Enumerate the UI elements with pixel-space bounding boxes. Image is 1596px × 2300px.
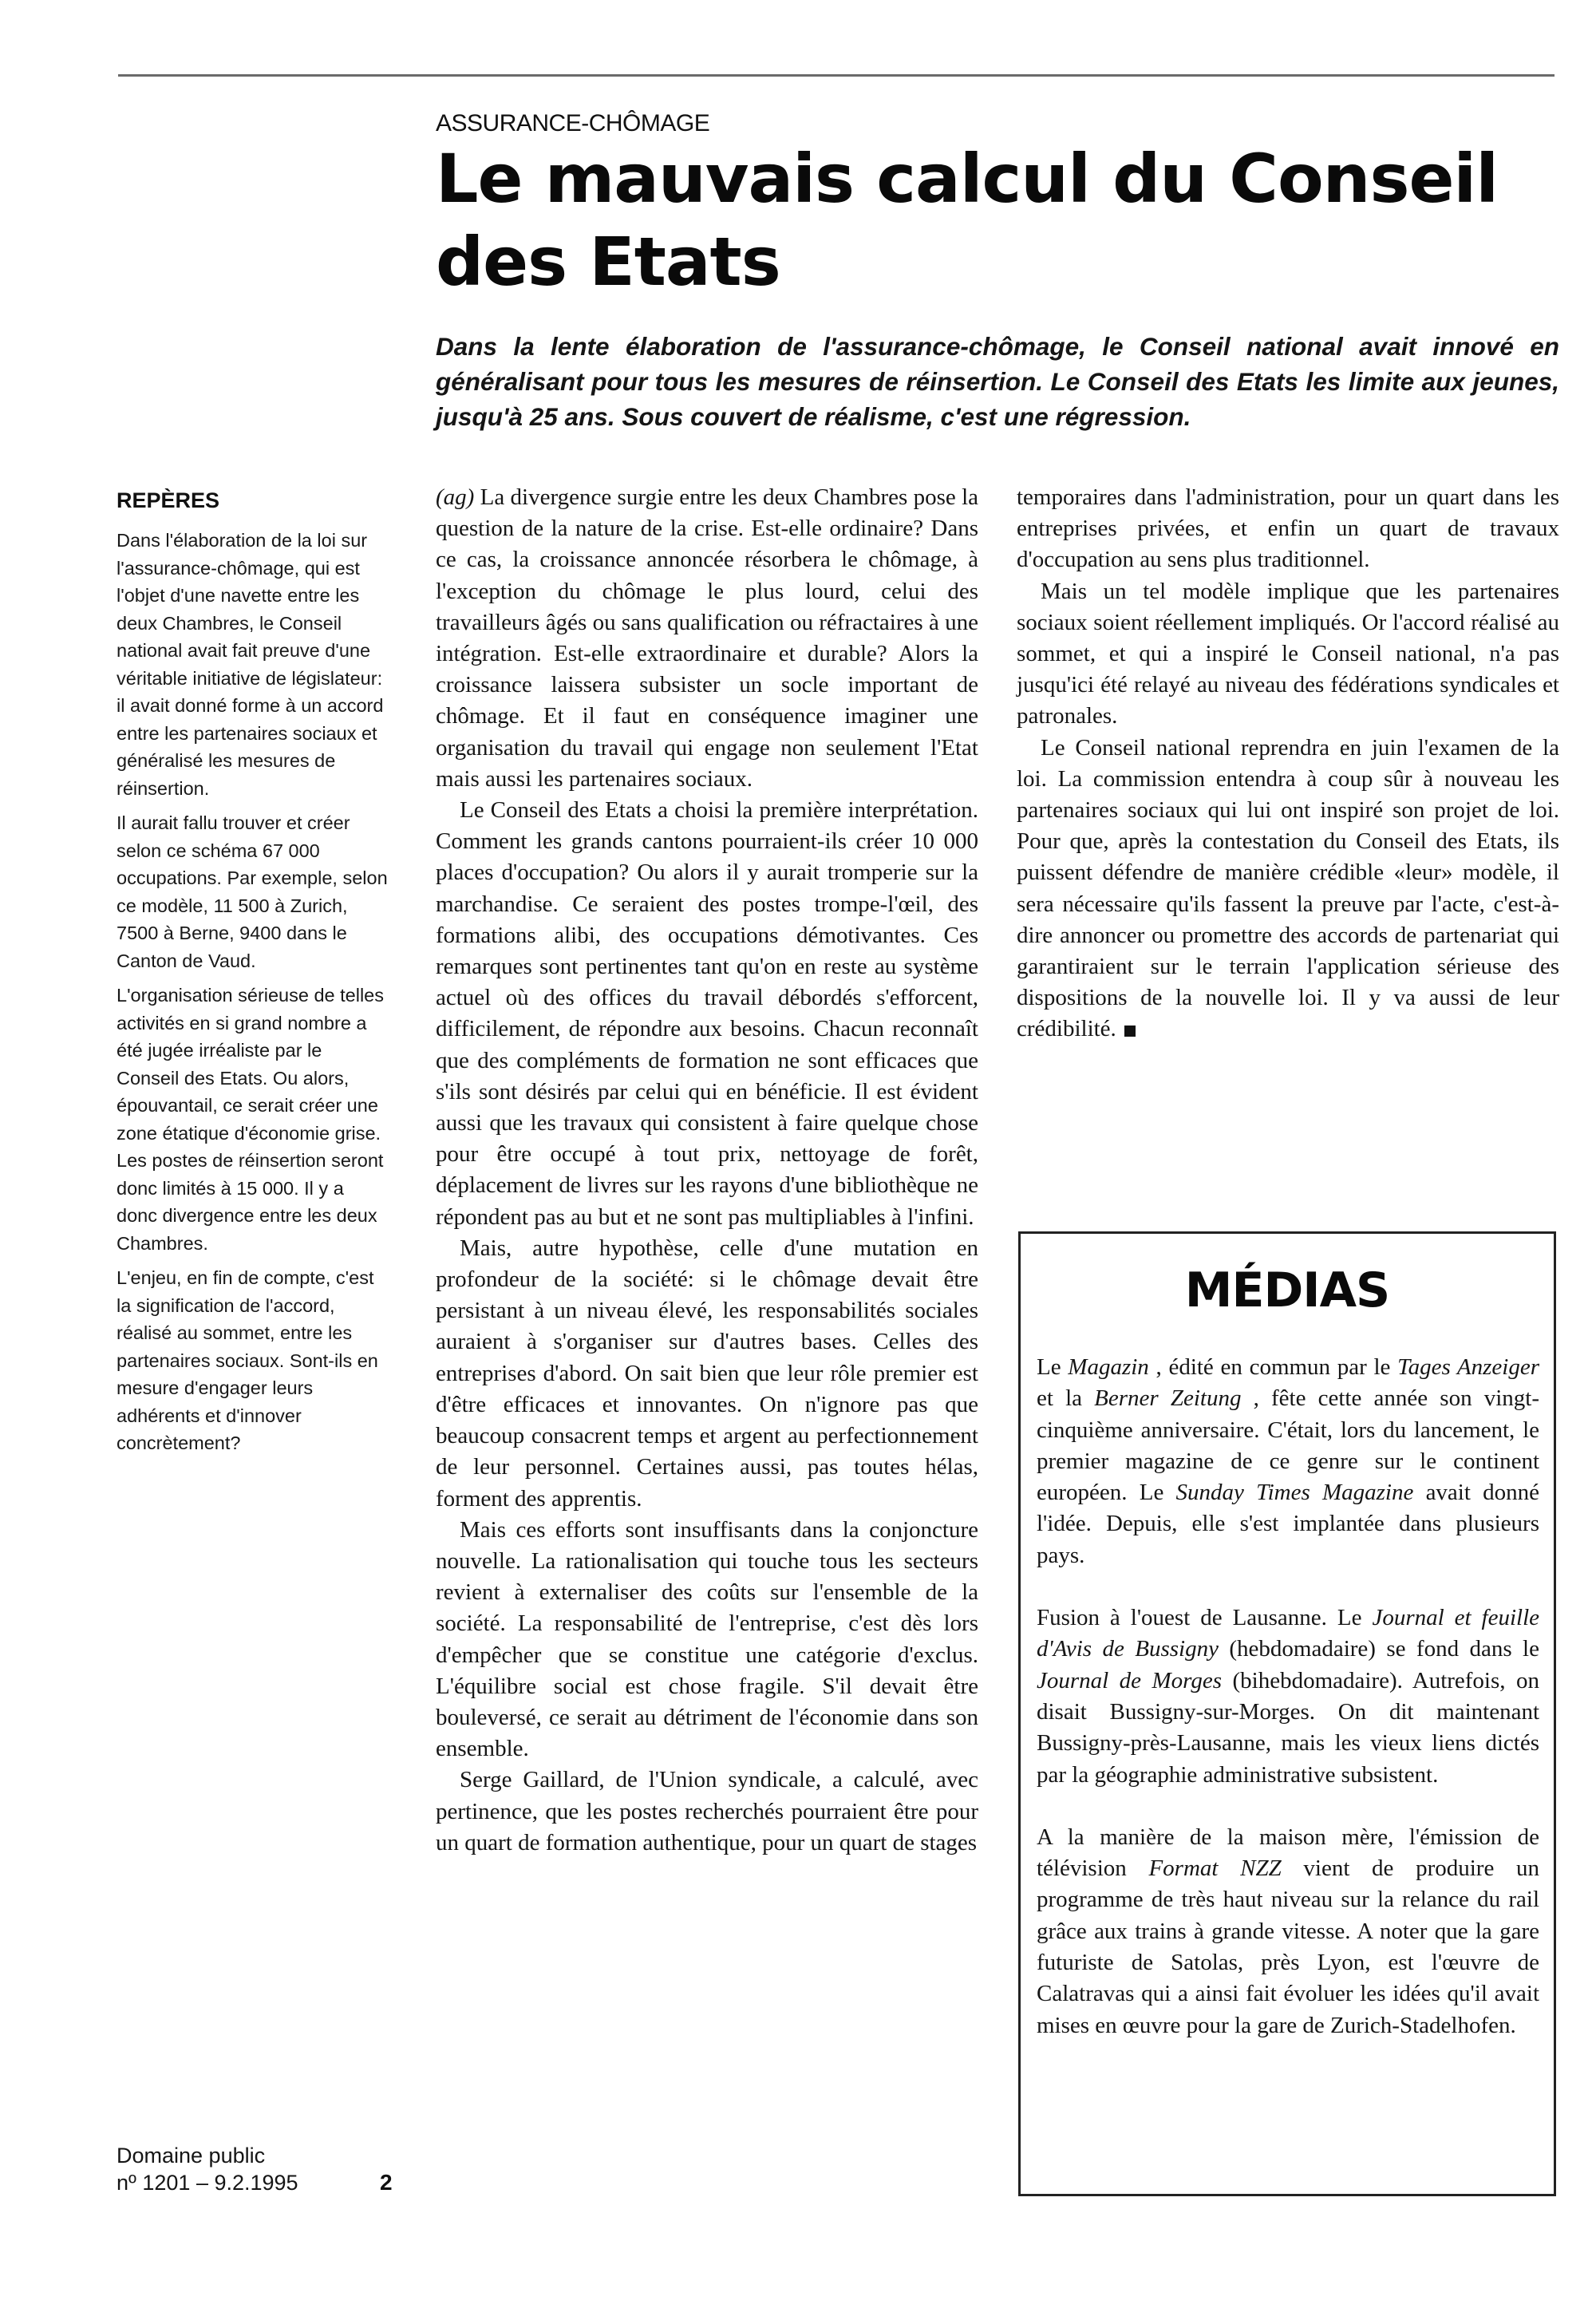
text: (bihebdomadaire). Autrefois, on disait Bussigny-sur-Morges. On dit maintenant Bussigny-près-Lausanne, mais les vieux liens dictés par la géographie administrative subsistent. xyxy=(1037,1667,1539,1788)
article-paragraph: Mais ces efforts sont insuffisants dans la conjoncture nouvelle. La rationalisation qui touche tous les secteurs revient à externaliser des coûts sur l'ensemble de la société. La responsabilité de l'entreprise, c'est dès lors d'empêcher que se constitue une catégorie d'exclus. L'équilibre social est chose fragile. S'il devait être bouleversé, ce serait au détriment de l'économie dans son ensemble. xyxy=(436,1516,978,1762)
article-paragraph xyxy=(436,482,978,795)
publication-name: Sunday Times Magazine xyxy=(1175,1480,1414,1506)
article-lede: Dans la lente élaboration de l'assurance-chômage, le Conseil national avait innové en généralisant pour tous les mesures de réinsertion. Le Conseil des Etats les limite aux jeunes, jusqu'à 25 ans. Sous couvert de réalisme, c'est une régression. xyxy=(436,332,1559,431)
article-text: Le Conseil national reprendra en juin l'examen de la loi. La commission entendra à coup sûr à nouveau les partenaires sociaux qui lui ont inspiré son projet de loi. Pour que, après la contestation du Conseil des Etats, ils puissent défendre de manière crédible «leur» modèle, il sera nécessaire qu'ils fassent la preuve par l'acte, c'est-à-dire annoncer ou promettre des accords de partenariat qui garantiraient sur le terrain l'application sérieuse des dispositions de la nouvelle loi. Il y va aussi de leur crédibilité. xyxy=(1017,734,1559,1042)
medias-title: MÉDIAS xyxy=(1184,1263,1390,1318)
end-of-article-mark xyxy=(1124,1026,1136,1037)
program-name: Format NZZ xyxy=(1148,1855,1282,1882)
author-initials: (ag) xyxy=(436,484,475,510)
medias-item xyxy=(1037,1822,1539,2041)
sidebar-title: REPÈRES xyxy=(117,488,220,512)
article-column-2 xyxy=(1017,482,1559,1045)
text: vient de produire un programme de très haut niveau sur la relance du rail grâce aux trains à grande vitesse. A noter que la gare futuriste de Satolas, près Lyon, est l'œuvre de Calatravas qui a ainsi fait évoluer les idées qu'il avait mises en œuvre pour la gare de Zurich-Stadelhofen. xyxy=(1037,1855,1539,2038)
sidebar-paragraph: Dans l'élaboration de la loi sur l'assurance-chômage, qui est l'objet d'une navette entre les deux Chambres, le Conseil national avait fait preuve d'une véritable initiative de législateur: il avait donné forme à un accord entre les partenaires sociaux et généralisé les mesures de réinsertion. xyxy=(117,530,384,799)
text: , fête cette année son vingt-cinquième anniversaire. C'était, lors du lancement, le premier magazine de ce genre sur le continent européen. Le xyxy=(1037,1385,1539,1506)
footer-publication xyxy=(117,2142,298,2196)
article-column-1 xyxy=(436,482,978,1859)
medias-item xyxy=(1037,1352,1539,1571)
article-paragraph: Mais, autre hypothèse, celle d'une mutation en profondeur de la société: si le chômage devait être persistant à un niveau élevé, les responsabilités sociales auraient à s'organiser sur d'autres bases. Celles des entreprises d'abord. On sait bien que leur rôle premier est d'être efficaces et innovantes. On n'ignore pas que beaucoup consacrent temps et argent au perfectionnement de leur personnel. Certaines aussi, pas toutes hélas, forment des apprentis. xyxy=(436,1235,978,1512)
top-rule xyxy=(118,74,1555,77)
section-kicker: ASSURANCE-CHÔMAGE xyxy=(436,110,710,136)
medias-body xyxy=(1037,1352,1539,2073)
publication-name: Berner Zeitung xyxy=(1094,1385,1242,1412)
text: , édité en commun par le xyxy=(1148,1354,1398,1380)
sidebar-reperes xyxy=(117,527,388,1464)
publication-name: Journal de Morges xyxy=(1037,1667,1223,1693)
text: A la manière de la maison mère, l'émission de télévision xyxy=(1037,1824,1539,1882)
article-paragraph: temporaires dans l'administration, pour un quart dans les entreprises privées, et enfin un quart de travaux d'occupation au sens plus traditionnel. xyxy=(1017,484,1559,573)
article-paragraph xyxy=(1017,733,1559,1045)
medias-item xyxy=(1037,1602,1539,1791)
sidebar-paragraph: L'enjeu, en fin de compte, c'est la signification de l'accord, réalisé au sommet, entre les partenaires sociaux. Sont-ils en mesure d'engager leurs adhérents et d'innover concrètement? xyxy=(117,1267,378,1453)
sidebar-paragraph: Il aurait fallu trouver et créer selon ce schéma 67 000 occupations. Par exemple, selon ce modèle, 11 500 à Zurich, 7500 à Berne, 9400 dans le Canton de Vaud. xyxy=(117,812,388,971)
article-paragraph: Serge Gaillard, de l'Union syndicale, a calculé, avec pertinence, que les postes recherchés pourraient être pour un quart de formation authentique, pour un quart de stages xyxy=(436,1767,978,1855)
article-paragraph: Mais un tel modèle implique que les partenaires sociaux soient réellement impliqués. Or l'accord réalisé au sommet, et qui a inspiré le Conseil national, n'a pas jusqu'ici été relayé au niveau des fédérations syndicales et patronales. xyxy=(1017,578,1559,729)
article-paragraph: Le Conseil des Etats a choisi la première interprétation. Comment les grands cantons pourraient-ils créer 10 000 places d'occupation? Ou alors il y aurait tromperie sur la marchandise. Ce seraient des postes trompe-l'œil, des formations alibi, des occupations démotivantes. Ces remarques sont pertinentes tant qu'on en reste au système actuel où des offices du travail débordés s'efforcent, difficilement, de répondre aux besoins. Chacun reconnaît que des compléments de formation ne sont efficaces que s'ils sont désirés par celui qui en bénéficie. Il est évident aussi que les travaux qui consistent à faire quelque chose pour être occupé à tout prix, nettoyage de forêt, déplacement de livres sur les rayons d'une bibliothèque ne répondent pas au but et ne sont pas multipliables à l'infini. xyxy=(436,797,978,1230)
page-number: 2 xyxy=(380,2170,393,2195)
article-text: La divergence surgie entre les deux Chambres pose la question de la nature de la crise. Est-elle ordinaire? Dans ce cas, la croissance annoncée résorbera le chômage, à l'exception du chômage le plus lourd, celui des travailleurs âgés ou sans qualification ou réfractaires à une intégration. Est-elle extraordinaire et durable? Alors la croissance laissera subsister un socle important de chômage. Et il faut en conséquence imaginer une organisation du travail qui engage non seulement l'Etat mais aussi les partenaires sociaux. xyxy=(436,484,979,792)
text: Le xyxy=(1037,1354,1069,1380)
publication-name: Domaine public xyxy=(117,2144,266,2168)
issue-number: nº 1201 – 9.2.1995 xyxy=(117,2171,298,2195)
text: et la xyxy=(1037,1385,1095,1412)
page-title: Le mauvais calcul du Conseil des Etats xyxy=(436,140,1499,301)
text: Fusion à l'ouest de Lausanne. Le xyxy=(1037,1605,1373,1631)
publication-name: Tages Anzeiger xyxy=(1397,1354,1539,1380)
publication-name: Magazin xyxy=(1068,1354,1149,1380)
text: (hebdomadaire) se fond dans le xyxy=(1218,1636,1539,1662)
sidebar-paragraph: L'organisation sérieuse de telles activités en si grand nombre a été jugée irréaliste par le Conseil des Etats. Ou alors, épouvantail, ce serait créer une zone étatique d'économie grise. Les postes de réinsertion seront donc limités à 15 000. Il y a donc divergence entre les deux Chambres. xyxy=(117,985,385,1254)
publication-name: Journal et feuille d'Avis de Bussigny xyxy=(1037,1605,1539,1662)
text: avait donné l'idée. Depuis, elle s'est implantée dans plusieurs pays. xyxy=(1037,1480,1539,1568)
medias-box xyxy=(1018,1231,1556,2196)
